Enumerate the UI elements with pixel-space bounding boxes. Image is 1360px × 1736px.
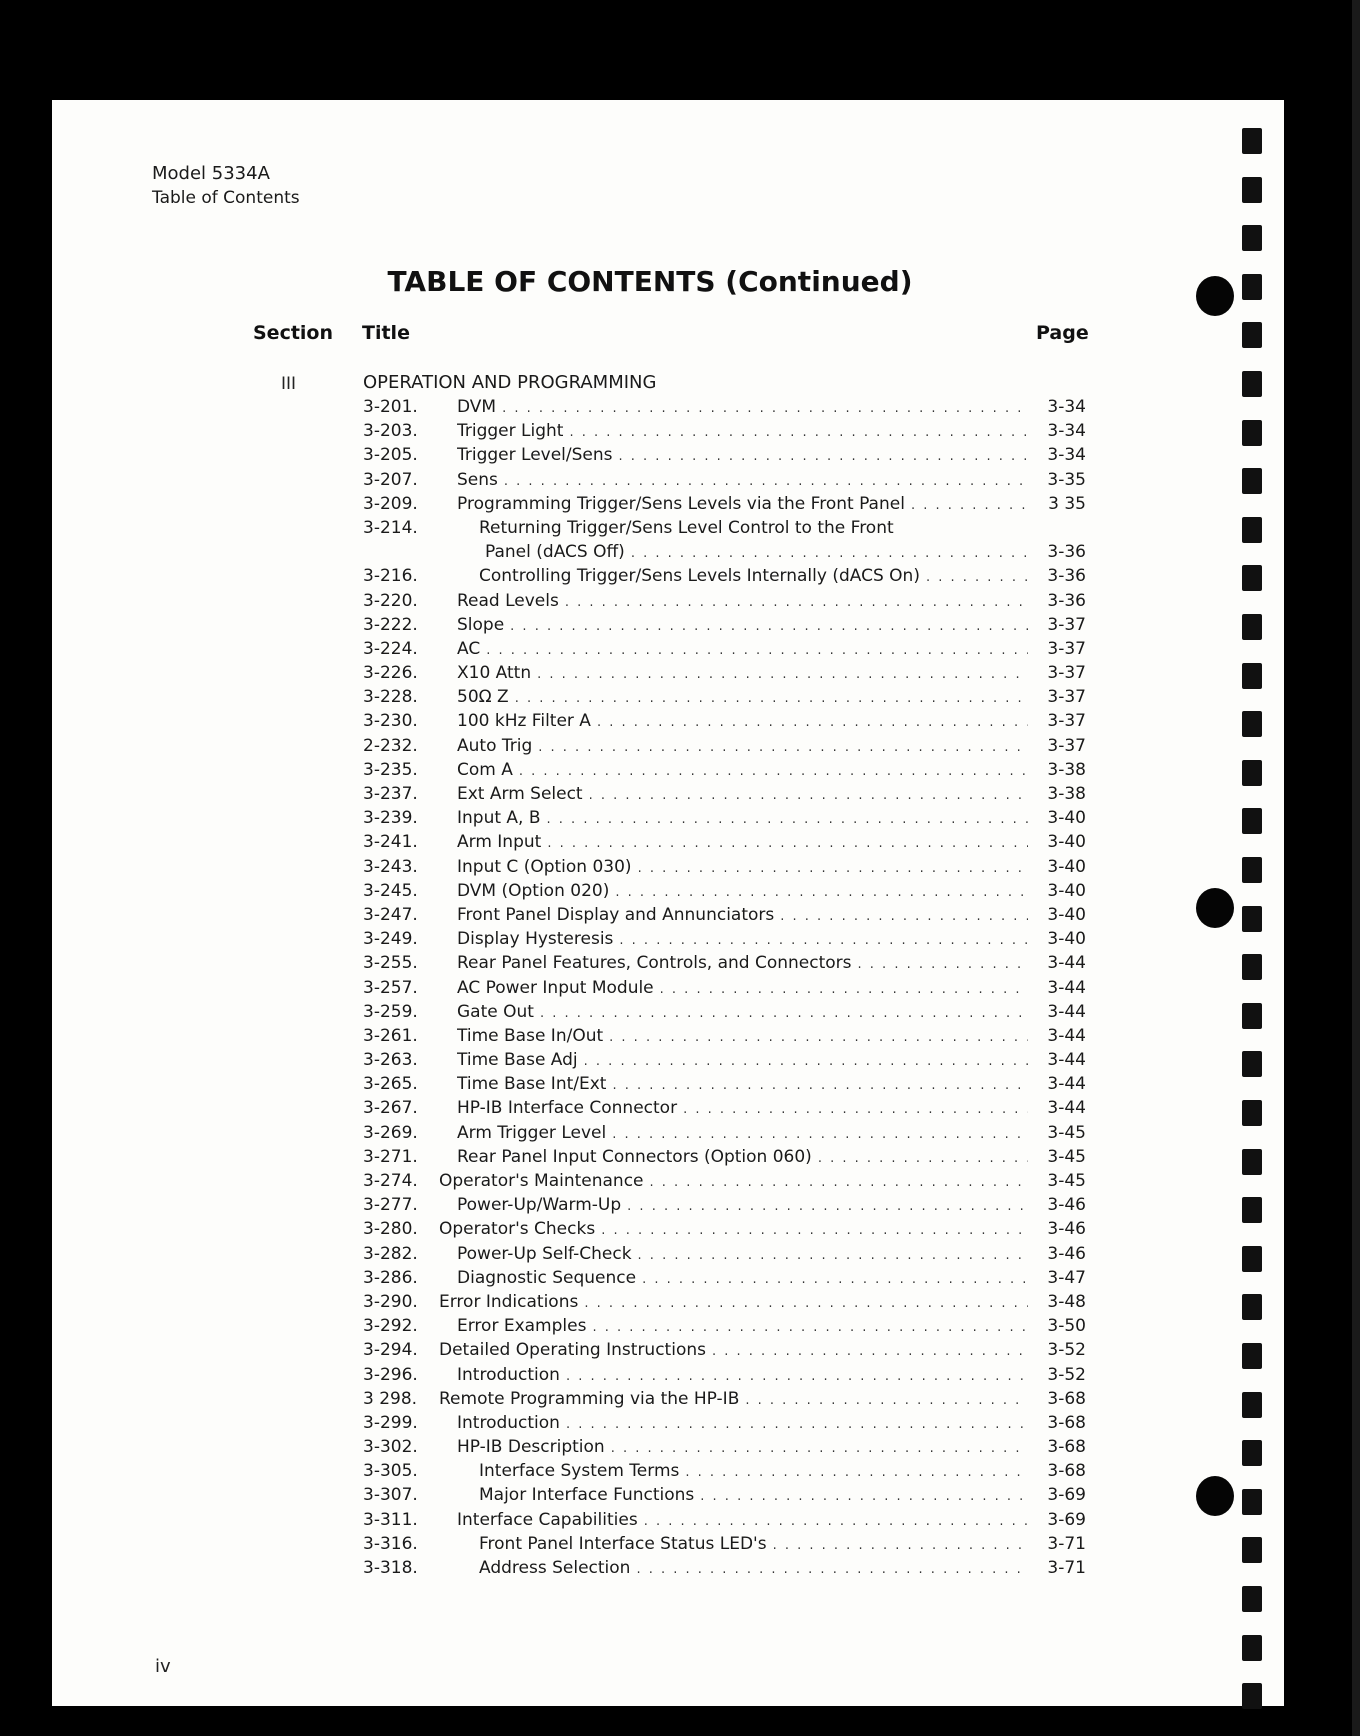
toc-entry	[363, 1532, 1086, 1556]
toc-entry-title: 50Ω Z	[457, 687, 509, 708]
toc-entry-number: 3-316.	[363, 1533, 418, 1554]
punch-hole	[1242, 760, 1262, 786]
toc-entry-title: Diagnostic Sequence	[457, 1267, 637, 1288]
toc-entry-number: 3-247.	[363, 904, 418, 925]
dot-leader	[619, 929, 1028, 953]
toc-entry	[363, 734, 1086, 758]
dot-leader	[619, 445, 1028, 469]
toc-entry-number: 3-271.	[363, 1146, 418, 1167]
toc-entry-page: 3-34	[1047, 421, 1086, 442]
punch-hole	[1242, 1149, 1262, 1175]
toc-entry	[363, 1242, 1086, 1266]
dot-leader	[537, 663, 1028, 687]
header-model: Model 5334A	[152, 163, 270, 184]
punch-hole	[1242, 565, 1262, 591]
toc-entry-title: Com A	[457, 759, 513, 780]
dot-leader	[636, 1558, 1028, 1582]
toc-entry-page: 3-38	[1047, 784, 1086, 804]
dot-leader	[745, 1389, 1028, 1413]
toc-entry-page: 3-46	[1047, 1195, 1086, 1216]
toc-entry	[363, 903, 1086, 927]
toc-entry-page: 3-34	[1047, 397, 1086, 417]
punch-hole	[1242, 1246, 1262, 1272]
toc-entry-title: DVM	[457, 397, 497, 417]
toc-entry-number: 3-220.	[363, 590, 418, 611]
toc-entry-number: 3-294.	[363, 1340, 418, 1361]
toc-entry-title: Read Levels	[457, 590, 559, 611]
punch-hole	[1242, 1051, 1262, 1077]
toc-entry-number: 3-259.	[363, 1001, 418, 1022]
toc-entry-number: 3-237.	[363, 784, 418, 804]
toc-entry-title: Returning Trigger/Sens Level Control to the Front	[479, 517, 894, 538]
toc-list	[363, 395, 1086, 1580]
toc-entry-number: 3-255.	[363, 953, 418, 974]
toc-entry-title: Power-Up/Warm-Up	[457, 1195, 622, 1216]
dot-leader	[589, 784, 1028, 808]
punch-hole	[1242, 371, 1262, 397]
toc-entry	[363, 1483, 1086, 1507]
toc-entry-number: 3-286.	[363, 1267, 418, 1288]
toc-entry-number: 3-203.	[363, 421, 418, 442]
toc-entry	[363, 709, 1086, 733]
toc-entry-title: HP-IB Description	[457, 1437, 605, 1458]
toc-entry-number: 3-243.	[363, 856, 418, 877]
toc-entry-page: 3-40	[1047, 856, 1086, 877]
toc-entry-title: Time Base Int/Ext	[457, 1074, 607, 1095]
toc-entry	[363, 1338, 1086, 1362]
toc-entry-title: Input C (Option 030)	[457, 856, 632, 877]
toc-entry-page: 3-46	[1047, 1219, 1086, 1240]
toc-entry	[363, 1314, 1086, 1338]
punch-hole	[1242, 1489, 1262, 1515]
toc-entry-title: Arm Input	[457, 832, 542, 853]
toc-entry-number: 3-245.	[363, 880, 418, 901]
punch-hole	[1242, 420, 1262, 446]
dot-leader	[858, 953, 1028, 977]
toc-entry-page: 3-40	[1047, 808, 1086, 829]
toc-entry	[363, 492, 1086, 516]
toc-entry-page: 3-37	[1047, 663, 1086, 684]
toc-entry	[363, 685, 1086, 709]
toc-entry-page: 3-38	[1047, 759, 1086, 780]
dot-leader	[547, 832, 1028, 856]
toc-entry	[363, 564, 1086, 588]
dot-leader	[612, 1074, 1028, 1098]
dot-leader	[685, 1461, 1028, 1485]
binding-edge	[1352, 0, 1360, 1736]
toc-entry-page: 3 35	[1048, 493, 1086, 514]
dot-leader	[538, 736, 1028, 760]
dot-leader	[502, 397, 1028, 421]
toc-entry-title: Interface Capabilities	[457, 1509, 638, 1530]
toc-entry-number: 3-222.	[363, 614, 418, 635]
dot-leader	[712, 1340, 1028, 1364]
toc-entry-page: 3-37	[1047, 735, 1086, 756]
dot-leader	[611, 1437, 1028, 1461]
toc-entry-number: 3-265.	[363, 1074, 418, 1095]
toc-entry	[363, 1000, 1086, 1024]
toc-entry-title: Time Base Adj	[457, 1050, 578, 1071]
toc-entry-title: DVM (Option 020)	[457, 880, 610, 901]
toc-entry-title: HP-IB Interface Connector	[457, 1098, 678, 1119]
dot-leader	[780, 905, 1028, 929]
toc-entry-page: 3-47	[1047, 1267, 1086, 1288]
toc-entry-page: 3-46	[1047, 1243, 1086, 1264]
header-subtitle: Table of Contents	[152, 188, 300, 208]
dot-leader	[504, 470, 1028, 494]
toc-entry	[363, 468, 1086, 492]
toc-entry-page: 3-48	[1047, 1291, 1086, 1312]
dot-leader	[584, 1050, 1028, 1074]
toc-entry-number: 3-241.	[363, 832, 418, 853]
dot-leader	[683, 1098, 1028, 1122]
dot-leader	[644, 1510, 1028, 1534]
toc-entry	[363, 758, 1086, 782]
dot-leader	[926, 566, 1028, 590]
dot-leader	[597, 711, 1028, 735]
dot-leader	[547, 808, 1028, 832]
toc-entry-title: Front Panel Interface Status LED's	[479, 1533, 767, 1554]
toc-entry	[363, 419, 1086, 443]
punch-hole	[1242, 1586, 1262, 1612]
dot-leader	[609, 1026, 1028, 1050]
toc-entry-number: 3-249.	[363, 929, 418, 950]
toc-entry-number: 3-214.	[363, 517, 418, 538]
punch-hole	[1242, 1635, 1262, 1661]
toc-entry	[363, 976, 1086, 1000]
section-number: III	[281, 374, 297, 394]
punch-hole	[1242, 1294, 1262, 1320]
toc-entry	[363, 589, 1086, 613]
toc-entry	[363, 395, 1086, 419]
toc-entry-title: AC	[457, 638, 481, 659]
toc-entry	[363, 443, 1086, 467]
punch-hole	[1242, 857, 1262, 883]
toc-entry-page: 3-45	[1047, 1171, 1086, 1191]
toc-entry-page: 3-45	[1047, 1122, 1086, 1143]
toc-entry	[363, 879, 1086, 903]
toc-entry	[363, 1048, 1086, 1072]
dot-leader	[540, 1002, 1028, 1026]
dot-leader	[642, 1268, 1028, 1292]
punch-hole	[1242, 1197, 1262, 1223]
toc-entry-title: 100 kHz Filter A	[457, 711, 591, 732]
toc-entry	[363, 1193, 1086, 1217]
dot-leader	[627, 1195, 1028, 1219]
toc-entry	[363, 1459, 1086, 1483]
punch-hole	[1242, 1100, 1262, 1126]
toc-entry-title: Remote Programming via the HP-IB	[439, 1388, 740, 1409]
toc-entry-number: 3-224.	[363, 638, 418, 659]
toc-entry-number: 3-277.	[363, 1195, 418, 1216]
toc-entry-title: Auto Trig	[457, 735, 533, 756]
toc-entry-title: Ext Arm Select	[457, 784, 583, 804]
toc-entry-title: Rear Panel Features, Controls, and Connectors	[457, 953, 852, 974]
toc-entry	[363, 1435, 1086, 1459]
toc-entry-number: 3-274.	[363, 1171, 418, 1191]
punch-hole	[1242, 225, 1262, 251]
toc-entry-page: 3-68	[1047, 1388, 1086, 1409]
toc-entry-number: 3-267.	[363, 1098, 418, 1119]
toc-entry-page: 3-68	[1047, 1412, 1086, 1433]
toc-entry-page: 3-50	[1047, 1316, 1086, 1337]
toc-entry-title: Slope	[457, 614, 505, 635]
dot-leader	[660, 978, 1028, 1002]
punch-hole	[1242, 468, 1262, 494]
toc-entry	[363, 1121, 1086, 1145]
toc-entry-number: 3 298.	[363, 1388, 418, 1409]
punch-hole	[1242, 1683, 1262, 1709]
column-header-section: Section	[253, 322, 334, 344]
punch-hole	[1242, 322, 1262, 348]
toc-entry-page: 3-52	[1047, 1340, 1086, 1361]
punch-hole	[1242, 517, 1262, 543]
toc-entry-number: 3-230.	[363, 711, 418, 732]
toc-entry	[363, 1217, 1086, 1241]
toc-entry-title: Introduction	[457, 1364, 560, 1385]
toc-entry	[363, 1072, 1086, 1096]
toc-entry-page: 3-36	[1047, 542, 1086, 563]
toc-entry-title: Error Indications	[439, 1291, 579, 1312]
punch-hole	[1242, 711, 1262, 737]
dot-leader	[592, 1316, 1028, 1340]
dot-leader	[566, 1413, 1028, 1437]
toc-entry	[363, 782, 1086, 806]
dot-leader	[515, 687, 1028, 711]
toc-entry-number: 3-257.	[363, 977, 418, 998]
toc-entry-page: 3-34	[1047, 445, 1086, 466]
toc-entry-page: 3-44	[1047, 1098, 1086, 1119]
toc-entry-title: Detailed Operating Instructions	[439, 1340, 706, 1361]
toc-entry-continuation	[363, 540, 1086, 564]
toc-entry-title: Introduction	[457, 1412, 560, 1433]
dot-leader	[519, 760, 1028, 784]
toc-entry-title: Trigger Level/Sens	[457, 445, 613, 466]
toc-entry	[363, 855, 1086, 879]
toc-entry-title: Input A, B	[457, 808, 541, 829]
toc-entry-number: 3-207.	[363, 469, 418, 490]
toc-entry-number: 3-292.	[363, 1316, 418, 1337]
toc-entry-page: 3-44	[1047, 953, 1086, 974]
punch-hole	[1242, 614, 1262, 640]
toc-entry-number: 3-307.	[363, 1485, 418, 1506]
toc-entry-number: 3-216.	[363, 566, 418, 587]
toc-entry-number: 3-296.	[363, 1364, 418, 1385]
toc-entry-page: 3-68	[1047, 1461, 1086, 1482]
toc-entry	[363, 1556, 1086, 1580]
toc-entry-page: 3-44	[1047, 1025, 1086, 1046]
toc-entry	[363, 637, 1086, 661]
toc-entry	[363, 1363, 1086, 1387]
toc-entry-title: Major Interface Functions	[479, 1485, 695, 1506]
toc-entry-title: Time Base In/Out	[457, 1025, 604, 1046]
footer-page-number: iv	[155, 1656, 171, 1677]
toc-entry	[363, 1290, 1086, 1314]
toc-entry-page: 3-45	[1047, 1146, 1086, 1167]
toc-entry	[363, 1411, 1086, 1435]
ring-hole	[1196, 888, 1234, 928]
toc-entry-page: 3-37	[1047, 687, 1086, 708]
dot-leader	[638, 857, 1028, 881]
toc-entry-page: 3-44	[1047, 1074, 1086, 1095]
toc-entry	[363, 1508, 1086, 1532]
punch-hole	[1242, 663, 1262, 689]
toc-entry-title: Gate Out	[457, 1001, 534, 1022]
toc-entry-title: X10 Attn	[457, 663, 532, 684]
toc-entry-title: AC Power Input Module	[457, 977, 654, 998]
toc-entry-page: 3-36	[1047, 590, 1086, 611]
toc-entry	[363, 1145, 1086, 1169]
dot-leader	[584, 1292, 1028, 1316]
toc-entry-number: 3-201.	[363, 397, 418, 417]
dot-leader	[565, 591, 1028, 615]
column-header-title: Title	[362, 322, 410, 344]
toc-entry-title: Rear Panel Input Connectors (Option 060)	[457, 1146, 812, 1167]
toc-entry-page: 3-44	[1047, 977, 1086, 998]
toc-entry-title: Address Selection	[479, 1558, 631, 1578]
toc-entry-page: 3-37	[1047, 711, 1086, 732]
toc-entry-number: 3-318.	[363, 1558, 418, 1578]
toc-entry-page: 3-37	[1047, 614, 1086, 635]
toc-entry	[363, 830, 1086, 854]
punch-hole	[1242, 808, 1262, 834]
dot-leader	[612, 1123, 1028, 1147]
toc-entry-number: 3-228.	[363, 687, 418, 708]
toc-entry-page: 3-37	[1047, 638, 1086, 659]
toc-entry-number: 3-290.	[363, 1291, 418, 1312]
dot-leader	[486, 639, 1028, 663]
toc-entry-number: 3-263.	[363, 1050, 418, 1071]
punch-hole	[1242, 1440, 1262, 1466]
punch-hole	[1242, 177, 1262, 203]
toc-entry-number: 3-282.	[363, 1243, 418, 1264]
toc-entry-number: 3-311.	[363, 1509, 418, 1530]
toc-entry-number: 3-305.	[363, 1461, 418, 1482]
toc-entry	[363, 951, 1086, 975]
section-name: OPERATION AND PROGRAMMING	[363, 372, 657, 393]
toc-entry-number: 3-280.	[363, 1219, 418, 1240]
dot-leader	[638, 1244, 1028, 1268]
toc-entry-title: Power-Up Self-Check	[457, 1243, 632, 1264]
punch-hole	[1242, 1537, 1262, 1563]
toc-entry	[363, 1387, 1086, 1411]
dot-leader	[566, 1365, 1028, 1389]
toc-entry-title: Error Examples	[457, 1316, 587, 1337]
toc-entry-title: Sens	[457, 469, 498, 490]
toc-entry	[363, 516, 1086, 540]
toc-entry-title: Display Hysteresis	[457, 929, 614, 950]
ring-hole	[1196, 1476, 1234, 1516]
toc-entry-title: Programming Trigger/Sens Levels via the Front Panel	[457, 493, 905, 514]
dot-leader	[615, 881, 1028, 905]
toc-entry-page: 3-52	[1047, 1364, 1086, 1385]
toc-entry-page: 3-68	[1047, 1437, 1086, 1458]
toc-entry	[363, 613, 1086, 637]
toc-entry-title: Front Panel Display and Annunciators	[457, 904, 775, 925]
toc-entry-page: 3-40	[1047, 880, 1086, 901]
toc-entry-page: 3-35	[1047, 469, 1086, 490]
dot-leader	[631, 542, 1028, 566]
toc-entry-title: Controlling Trigger/Sens Levels Internally (dACS On)	[479, 566, 920, 587]
toc-entry	[363, 1169, 1086, 1193]
toc-entry-page: 3-71	[1047, 1533, 1086, 1554]
toc-entry-number: 3-205.	[363, 445, 418, 466]
toc-entry	[363, 661, 1086, 685]
toc-entry-page: 3-44	[1047, 1001, 1086, 1022]
toc-entry-page: 3-40	[1047, 832, 1086, 853]
toc-entry-number: 3-239.	[363, 808, 418, 829]
toc-entry-title: Operator's Maintenance	[439, 1171, 644, 1191]
punch-hole	[1242, 128, 1262, 154]
dot-leader	[773, 1534, 1028, 1558]
toc-entry-title: Arm Trigger Level	[457, 1122, 607, 1143]
toc-entry-page: 3-69	[1047, 1485, 1086, 1506]
toc-entry-number: 3-302.	[363, 1437, 418, 1458]
dot-leader	[569, 421, 1028, 445]
punch-hole	[1242, 1392, 1262, 1418]
toc-entry-page: 3-36	[1047, 566, 1086, 587]
toc-entry-number: 3-226.	[363, 663, 418, 684]
toc-entry-title: Operator's Checks	[439, 1219, 596, 1240]
dot-leader	[700, 1485, 1028, 1509]
dot-leader	[650, 1171, 1028, 1195]
toc-entry-page: 3-40	[1047, 929, 1086, 950]
toc-entry	[363, 806, 1086, 830]
toc-entry-number: 3-261.	[363, 1025, 418, 1046]
toc-entry-page: 3-44	[1047, 1050, 1086, 1071]
dot-leader	[818, 1147, 1028, 1171]
column-header-page: Page	[1036, 322, 1089, 344]
toc-entry	[363, 1024, 1086, 1048]
punch-hole	[1242, 906, 1262, 932]
toc-entry-number: 3-235.	[363, 759, 418, 780]
toc-entry-number: 3-269.	[363, 1122, 418, 1143]
toc-entry-title: Interface System Terms	[479, 1461, 680, 1482]
toc-entry	[363, 1266, 1086, 1290]
toc-entry-page: 3-40	[1047, 904, 1086, 925]
punch-hole	[1242, 1003, 1262, 1029]
toc-entry-title: Trigger Light	[457, 421, 564, 442]
toc-entry-number: 3-299.	[363, 1412, 418, 1433]
toc-entry-number: 2-232.	[363, 735, 418, 756]
toc-entry-page: 3-69	[1047, 1509, 1086, 1530]
dot-leader	[911, 494, 1028, 518]
punch-hole	[1242, 1343, 1262, 1369]
dot-leader	[601, 1219, 1028, 1243]
toc-entry-number: 3-209.	[363, 493, 418, 514]
toc-entry	[363, 1096, 1086, 1120]
toc-entry-title-continued: Panel (dACS Off)	[485, 542, 625, 563]
dot-leader	[510, 615, 1028, 639]
toc-entry	[363, 927, 1086, 951]
punch-hole	[1242, 954, 1262, 980]
page-title: TABLE OF CONTENTS (Continued)	[387, 265, 913, 298]
toc-entry-page: 3-71	[1047, 1558, 1086, 1578]
